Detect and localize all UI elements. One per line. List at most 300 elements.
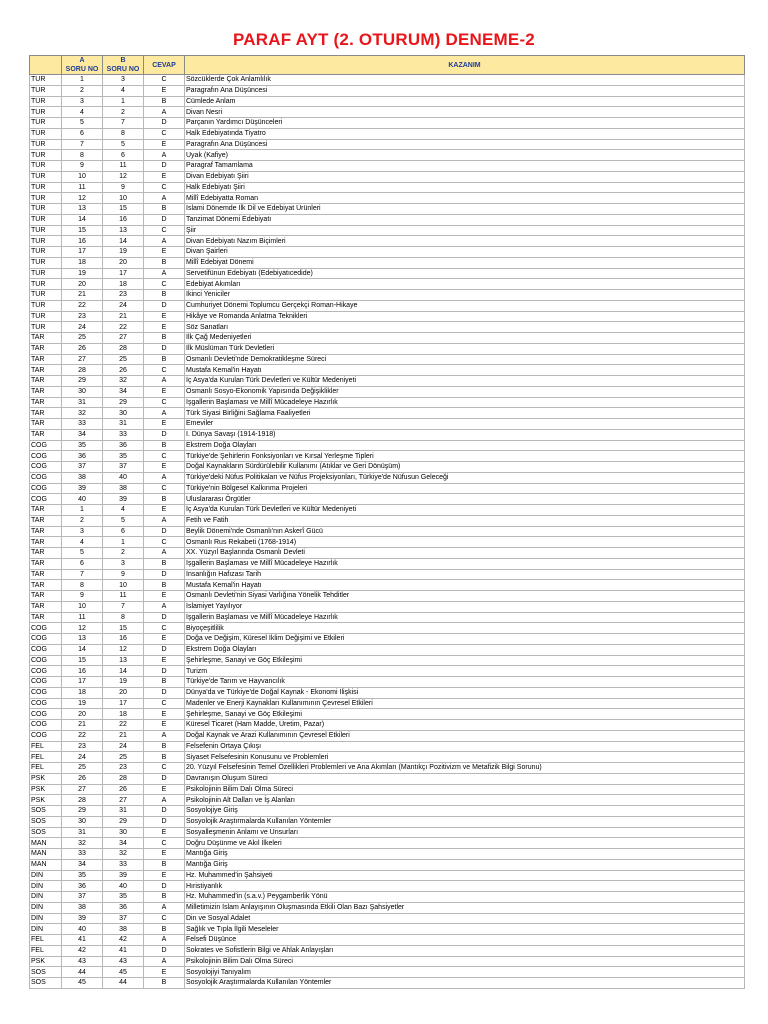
- b-soru-no-cell: 31: [103, 806, 144, 817]
- table-row: [30, 784, 745, 795]
- cevap-cell: C: [144, 225, 185, 236]
- kazanim-cell: Divan Nesri: [185, 107, 745, 118]
- table-row: [30, 752, 745, 763]
- kazanim-cell: İç Asya'da Kurulan Türk Devletleri ve Kültür Medeniyeti: [185, 505, 745, 516]
- b-soru-no-cell: 2: [103, 107, 144, 118]
- cevap-cell: B: [144, 257, 185, 268]
- cevap-cell: E: [144, 784, 185, 795]
- table-row: [30, 601, 745, 612]
- table-row: [30, 311, 745, 322]
- kazanim-cell: Beylik Dönemi'nde Osmanlı'nın Askerî Gücü: [185, 526, 745, 537]
- cevap-cell: B: [144, 96, 185, 107]
- b-soru-no-cell: 34: [103, 838, 144, 849]
- cevap-cell: E: [144, 322, 185, 333]
- a-soru-no-cell: 15: [62, 655, 103, 666]
- b-soru-no-cell: 34: [103, 386, 144, 397]
- subject-cell: COG: [30, 666, 62, 677]
- b-soru-no-cell: 13: [103, 655, 144, 666]
- subject-cell: PSK: [30, 773, 62, 784]
- cevap-cell: A: [144, 902, 185, 913]
- subject-cell: TAR: [30, 343, 62, 354]
- kazanim-cell: Mustafa Kemal'in Hayatı: [185, 365, 745, 376]
- kazanim-cell: Türkiye'nin Bölgesel Kalkınma Projeleri: [185, 483, 745, 494]
- subject-cell: COG: [30, 720, 62, 731]
- subject-cell: MAN: [30, 849, 62, 860]
- kazanim-cell: Paragrafın Ana Düşüncesi: [185, 85, 745, 96]
- b-soru-no-cell: 30: [103, 408, 144, 419]
- b-soru-no-cell: 37: [103, 462, 144, 473]
- b-soru-no-cell: 22: [103, 322, 144, 333]
- cevap-cell: E: [144, 849, 185, 860]
- subject-cell: TAR: [30, 408, 62, 419]
- b-soru-no-cell: 39: [103, 494, 144, 505]
- b-soru-no-cell: 5: [103, 515, 144, 526]
- a-soru-no-cell: 33: [62, 849, 103, 860]
- subject-cell: COG: [30, 730, 62, 741]
- kazanim-cell: Şiir: [185, 225, 745, 236]
- kazanim-cell: Doğal Kaynak ve Arazi Kullanımının Çevresel Etkileri: [185, 730, 745, 741]
- a-soru-no-cell: 10: [62, 171, 103, 182]
- kazanim-cell: Emeviler: [185, 419, 745, 430]
- table-row: [30, 451, 745, 462]
- subject-cell: DİN: [30, 913, 62, 924]
- cevap-cell: E: [144, 827, 185, 838]
- kazanim-cell: İslami Dönemde İlk Dil ve Edebiyat Ürünleri: [185, 204, 745, 215]
- table-row: [30, 472, 745, 483]
- a-soru-no-cell: 4: [62, 107, 103, 118]
- a-soru-no-cell: 27: [62, 354, 103, 365]
- kazanim-cell: Doğal Kaynakların Sürdürülebilir Kullanımı (Atıklar ve Geri Dönüşüm): [185, 462, 745, 473]
- cevap-cell: A: [144, 408, 185, 419]
- subject-cell: TUR: [30, 247, 62, 258]
- b-soru-no-cell: 6: [103, 526, 144, 537]
- a-soru-no-cell: 1: [62, 505, 103, 516]
- b-soru-no-cell: 22: [103, 720, 144, 731]
- header-b-label: B: [120, 57, 126, 64]
- b-soru-no-cell: 11: [103, 161, 144, 172]
- subject-cell: TUR: [30, 85, 62, 96]
- a-soru-no-cell: 40: [62, 494, 103, 505]
- table-row: [30, 257, 745, 268]
- table-row: [30, 171, 745, 182]
- subject-cell: TAR: [30, 537, 62, 548]
- cevap-cell: B: [144, 558, 185, 569]
- b-soru-no-cell: 15: [103, 204, 144, 215]
- a-soru-no-cell: 10: [62, 601, 103, 612]
- cevap-cell: E: [144, 505, 185, 516]
- page-title: PARAF AYT (2. OTURUM) DENEME-2: [233, 30, 535, 49]
- subject-cell: TUR: [30, 225, 62, 236]
- a-soru-no-cell: 24: [62, 322, 103, 333]
- cevap-cell: E: [144, 386, 185, 397]
- b-soru-no-cell: 33: [103, 429, 144, 440]
- header-a-sub: SORU NO: [65, 66, 99, 73]
- cevap-cell: C: [144, 763, 185, 774]
- subject-cell: TUR: [30, 107, 62, 118]
- table-row: [30, 397, 745, 408]
- a-soru-no-cell: 34: [62, 859, 103, 870]
- b-soru-no-cell: 17: [103, 268, 144, 279]
- kazanim-cell: Divan Şairleri: [185, 247, 745, 258]
- kazanim-cell: Felsefi Düşünce: [185, 935, 745, 946]
- b-soru-no-cell: 27: [103, 795, 144, 806]
- cevap-cell: B: [144, 677, 185, 688]
- a-soru-no-cell: 38: [62, 472, 103, 483]
- cevap-cell: C: [144, 838, 185, 849]
- a-soru-no-cell: 19: [62, 698, 103, 709]
- subject-cell: TAR: [30, 612, 62, 623]
- table-row: [30, 892, 745, 903]
- kazanim-cell: Sağlık ve Tıpla İlgili Meseleler: [185, 924, 745, 935]
- header-b-soru-no: [103, 56, 144, 75]
- b-soru-no-cell: 7: [103, 601, 144, 612]
- table-row: [30, 687, 745, 698]
- kazanim-cell: Psikolojinin Alt Dalları ve İş Alanları: [185, 795, 745, 806]
- table-row: [30, 193, 745, 204]
- table-row: [30, 806, 745, 817]
- subject-cell: COG: [30, 687, 62, 698]
- b-soru-no-cell: 17: [103, 698, 144, 709]
- table-row: [30, 494, 745, 505]
- header-kazanim: KAZANIM: [185, 56, 745, 75]
- cevap-cell: A: [144, 268, 185, 279]
- kazanim-cell: Cümlede Anlam: [185, 96, 745, 107]
- b-soru-no-cell: 9: [103, 182, 144, 193]
- kazanim-cell: I. Dünya Savaşı (1914-1918): [185, 429, 745, 440]
- cevap-cell: B: [144, 752, 185, 763]
- table-row: [30, 849, 745, 860]
- subject-cell: TAR: [30, 386, 62, 397]
- a-soru-no-cell: 19: [62, 268, 103, 279]
- b-soru-no-cell: 33: [103, 859, 144, 870]
- table-row: [30, 816, 745, 827]
- a-soru-no-cell: 8: [62, 150, 103, 161]
- a-soru-no-cell: 23: [62, 311, 103, 322]
- cevap-cell: E: [144, 139, 185, 150]
- subject-cell: PSK: [30, 956, 62, 967]
- subject-cell: FEL: [30, 935, 62, 946]
- kazanim-cell: İşgallerin Başlaması ve Millî Mücadeleye Hazırlık: [185, 397, 745, 408]
- subject-cell: TAR: [30, 515, 62, 526]
- b-soru-no-cell: 20: [103, 687, 144, 698]
- cevap-cell: D: [144, 945, 185, 956]
- kazanim-cell: Sözcüklerde Çok Anlamlılık: [185, 75, 745, 86]
- answer-key-table: [29, 55, 745, 989]
- table-row: [30, 730, 745, 741]
- table-row: [30, 720, 745, 731]
- kazanim-cell: Millî Edebiyat Dönemi: [185, 257, 745, 268]
- a-soru-no-cell: 21: [62, 290, 103, 301]
- subject-cell: TUR: [30, 128, 62, 139]
- kazanim-cell: Şehirleşme, Sanayi ve Göç Etkileşimi: [185, 655, 745, 666]
- a-soru-no-cell: 24: [62, 752, 103, 763]
- subject-cell: TAR: [30, 526, 62, 537]
- b-soru-no-cell: 21: [103, 311, 144, 322]
- a-soru-no-cell: 26: [62, 343, 103, 354]
- b-soru-no-cell: 16: [103, 634, 144, 645]
- table-row: [30, 859, 745, 870]
- b-soru-no-cell: 36: [103, 902, 144, 913]
- kazanim-cell: Din ve Sosyal Adalet: [185, 913, 745, 924]
- table-row: [30, 118, 745, 129]
- b-soru-no-cell: 25: [103, 752, 144, 763]
- subject-cell: TAR: [30, 558, 62, 569]
- b-soru-no-cell: 5: [103, 139, 144, 150]
- subject-cell: TUR: [30, 214, 62, 225]
- table-row: [30, 440, 745, 451]
- subject-cell: COG: [30, 644, 62, 655]
- kazanim-cell: Sosyolojik Araştırmalarda Kullanılan Yöntemler: [185, 816, 745, 827]
- kazanim-cell: Madenler ve Enerji Kaynakları Kullanımının Çevresel Etkileri: [185, 698, 745, 709]
- table-row: [30, 376, 745, 387]
- cevap-cell: E: [144, 247, 185, 258]
- table-row: [30, 322, 745, 333]
- a-soru-no-cell: 39: [62, 913, 103, 924]
- table-row: [30, 515, 745, 526]
- kazanim-cell: İlk Müslüman Türk Devletleri: [185, 343, 745, 354]
- cevap-cell: C: [144, 913, 185, 924]
- table-row: [30, 333, 745, 344]
- a-soru-no-cell: 3: [62, 96, 103, 107]
- a-soru-no-cell: 22: [62, 730, 103, 741]
- b-soru-no-cell: 26: [103, 784, 144, 795]
- cevap-cell: C: [144, 182, 185, 193]
- b-soru-no-cell: 43: [103, 956, 144, 967]
- a-soru-no-cell: 45: [62, 978, 103, 989]
- subject-cell: TUR: [30, 268, 62, 279]
- kazanim-cell: Ekstrem Doğa Olayları: [185, 440, 745, 451]
- table-row: [30, 838, 745, 849]
- cevap-cell: E: [144, 171, 185, 182]
- subject-cell: TUR: [30, 161, 62, 172]
- cevap-cell: C: [144, 623, 185, 634]
- a-soru-no-cell: 38: [62, 902, 103, 913]
- cevap-cell: D: [144, 300, 185, 311]
- cevap-cell: E: [144, 870, 185, 881]
- cevap-cell: A: [144, 956, 185, 967]
- subject-cell: TUR: [30, 300, 62, 311]
- subject-cell: TAR: [30, 419, 62, 430]
- a-soru-no-cell: 30: [62, 386, 103, 397]
- table-row: [30, 236, 745, 247]
- kazanim-cell: Sosyalleşmenin Anlamı ve Unsurları: [185, 827, 745, 838]
- kazanim-cell: İç Asya'da Kurulan Türk Devletleri ve Kültür Medeniyeti: [185, 376, 745, 387]
- a-soru-no-cell: 7: [62, 569, 103, 580]
- table-body: [30, 75, 745, 989]
- b-soru-no-cell: 31: [103, 419, 144, 430]
- kazanim-cell: Sokrates ve Sofistlerin Bilgi ve Ahlak Anlayışları: [185, 945, 745, 956]
- kazanim-cell: Milletimizin İslam Anlayışının Oluşmasında Etkili Olan Bazı Şahsiyetler: [185, 902, 745, 913]
- b-soru-no-cell: 14: [103, 236, 144, 247]
- cevap-cell: E: [144, 634, 185, 645]
- b-soru-no-cell: 23: [103, 763, 144, 774]
- kazanim-cell: Halk Edebiyatında Tiyatro: [185, 128, 745, 139]
- subject-cell: COG: [30, 623, 62, 634]
- cevap-cell: B: [144, 494, 185, 505]
- subject-cell: TAR: [30, 580, 62, 591]
- a-soru-no-cell: 17: [62, 677, 103, 688]
- table-row: [30, 698, 745, 709]
- a-soru-no-cell: 6: [62, 558, 103, 569]
- subject-cell: FEL: [30, 752, 62, 763]
- table-row: [30, 343, 745, 354]
- b-soru-no-cell: 9: [103, 569, 144, 580]
- cevap-cell: D: [144, 644, 185, 655]
- b-soru-no-cell: 8: [103, 612, 144, 623]
- table-row: [30, 161, 745, 172]
- subject-cell: TUR: [30, 204, 62, 215]
- table-row: [30, 290, 745, 301]
- a-soru-no-cell: 5: [62, 548, 103, 559]
- cevap-cell: E: [144, 967, 185, 978]
- cevap-cell: D: [144, 773, 185, 784]
- kazanim-cell: Söz Sanatları: [185, 322, 745, 333]
- table-row: [30, 902, 745, 913]
- subject-cell: TUR: [30, 96, 62, 107]
- subject-cell: FEL: [30, 945, 62, 956]
- kazanim-cell: Siyaset Felsefesinin Konusunu ve Problemleri: [185, 752, 745, 763]
- a-soru-no-cell: 23: [62, 741, 103, 752]
- b-soru-no-cell: 39: [103, 870, 144, 881]
- subject-cell: DİN: [30, 924, 62, 935]
- kazanim-cell: Uluslararası Örgütler: [185, 494, 745, 505]
- a-soru-no-cell: 18: [62, 687, 103, 698]
- cevap-cell: A: [144, 150, 185, 161]
- a-soru-no-cell: 39: [62, 483, 103, 494]
- b-soru-no-cell: 36: [103, 440, 144, 451]
- a-soru-no-cell: 11: [62, 612, 103, 623]
- subject-cell: TUR: [30, 182, 62, 193]
- subject-cell: COG: [30, 462, 62, 473]
- cevap-cell: C: [144, 698, 185, 709]
- kazanim-cell: İlk Çağ Medeniyetleri: [185, 333, 745, 344]
- b-soru-no-cell: 18: [103, 279, 144, 290]
- cevap-cell: B: [144, 892, 185, 903]
- table-row: [30, 569, 745, 580]
- header-subject: [30, 56, 62, 75]
- cevap-cell: D: [144, 687, 185, 698]
- b-soru-no-cell: 7: [103, 118, 144, 129]
- subject-cell: COG: [30, 472, 62, 483]
- subject-cell: TAR: [30, 365, 62, 376]
- kazanim-cell: Şehirleşme, Sanayi ve Göç Etkileşimi: [185, 709, 745, 720]
- kazanim-cell: Türkiye'deki Nüfus Politikaları ve Nüfus Projeksiyonları, Türkiye'de Nüfusun Geleceği: [185, 472, 745, 483]
- a-soru-no-cell: 3: [62, 526, 103, 537]
- cevap-cell: A: [144, 515, 185, 526]
- a-soru-no-cell: 9: [62, 591, 103, 602]
- b-soru-no-cell: 24: [103, 300, 144, 311]
- b-soru-no-cell: 28: [103, 343, 144, 354]
- kazanim-cell: İslamiyet Yayılıyor: [185, 601, 745, 612]
- subject-cell: TUR: [30, 118, 62, 129]
- b-soru-no-cell: 42: [103, 935, 144, 946]
- table-row: [30, 666, 745, 677]
- b-soru-no-cell: 4: [103, 85, 144, 96]
- cevap-cell: D: [144, 666, 185, 677]
- cevap-cell: B: [144, 859, 185, 870]
- table-row: [30, 956, 745, 967]
- table-row: [30, 795, 745, 806]
- a-soru-no-cell: 7: [62, 139, 103, 150]
- kazanim-cell: Mantığa Giriş: [185, 859, 745, 870]
- a-soru-no-cell: 22: [62, 300, 103, 311]
- kazanim-cell: Halk Edebiyatı Şiiri: [185, 182, 745, 193]
- subject-cell: SOS: [30, 978, 62, 989]
- b-soru-no-cell: 37: [103, 913, 144, 924]
- a-soru-no-cell: 37: [62, 462, 103, 473]
- b-soru-no-cell: 28: [103, 773, 144, 784]
- b-soru-no-cell: 35: [103, 892, 144, 903]
- a-soru-no-cell: 12: [62, 623, 103, 634]
- kazanim-cell: Küresel Ticaret (Ham Madde, Üretim, Pazar): [185, 720, 745, 731]
- cevap-cell: C: [144, 397, 185, 408]
- subject-cell: SOS: [30, 967, 62, 978]
- kazanim-cell: Paragrafın Ana Düşüncesi: [185, 139, 745, 150]
- cevap-cell: A: [144, 376, 185, 387]
- a-soru-no-cell: 12: [62, 193, 103, 204]
- kazanim-cell: Türk Siyasi Birliğini Sağlama Faaliyetleri: [185, 408, 745, 419]
- table-row: [30, 881, 745, 892]
- a-soru-no-cell: 14: [62, 644, 103, 655]
- b-soru-no-cell: 11: [103, 591, 144, 602]
- a-soru-no-cell: 28: [62, 795, 103, 806]
- kazanim-cell: Biyoçeşitlilik: [185, 623, 745, 634]
- kazanim-cell: İşgallerin Başlaması ve Millî Mücadeleye Hazırlık: [185, 558, 745, 569]
- kazanim-cell: Sosyolojiyi Tanıyalım: [185, 967, 745, 978]
- table-row: [30, 214, 745, 225]
- kazanim-cell: Millî Edebiyatta Roman: [185, 193, 745, 204]
- a-soru-no-cell: 2: [62, 85, 103, 96]
- kazanim-cell: Divan Edebiyatı Şiiri: [185, 171, 745, 182]
- kazanim-cell: Mantığa Giriş: [185, 849, 745, 860]
- table-row: [30, 612, 745, 623]
- header-row: [30, 56, 745, 75]
- cevap-cell: D: [144, 881, 185, 892]
- a-soru-no-cell: 14: [62, 214, 103, 225]
- subject-cell: COG: [30, 677, 62, 688]
- a-soru-no-cell: 44: [62, 967, 103, 978]
- b-soru-no-cell: 40: [103, 881, 144, 892]
- header-cevap: CEVAP: [144, 56, 185, 75]
- a-soru-no-cell: 6: [62, 128, 103, 139]
- a-soru-no-cell: 11: [62, 182, 103, 193]
- subject-cell: TUR: [30, 279, 62, 290]
- a-soru-no-cell: 30: [62, 816, 103, 827]
- a-soru-no-cell: 29: [62, 806, 103, 817]
- a-soru-no-cell: 20: [62, 279, 103, 290]
- subject-cell: TUR: [30, 139, 62, 150]
- kazanim-cell: Hikâye ve Romanda Anlatma Teknikleri: [185, 311, 745, 322]
- a-soru-no-cell: 5: [62, 118, 103, 129]
- a-soru-no-cell: 2: [62, 515, 103, 526]
- table-row: [30, 827, 745, 838]
- kazanim-cell: Hz. Muhammed'in Şahsiyeti: [185, 870, 745, 881]
- table-row: [30, 182, 745, 193]
- cevap-cell: A: [144, 472, 185, 483]
- kazanim-cell: Divan Edebiyatı Nazım Biçimleri: [185, 236, 745, 247]
- b-soru-no-cell: 38: [103, 483, 144, 494]
- a-soru-no-cell: 13: [62, 634, 103, 645]
- cevap-cell: D: [144, 161, 185, 172]
- cevap-cell: E: [144, 419, 185, 430]
- kazanim-cell: Fetih ve Fatih: [185, 515, 745, 526]
- kazanim-cell: Paragraf Tamamlama: [185, 161, 745, 172]
- kazanim-cell: Davranışın Oluşum Süreci: [185, 773, 745, 784]
- table-row: [30, 429, 745, 440]
- cevap-cell: C: [144, 451, 185, 462]
- table-row: [30, 763, 745, 774]
- table-row: [30, 268, 745, 279]
